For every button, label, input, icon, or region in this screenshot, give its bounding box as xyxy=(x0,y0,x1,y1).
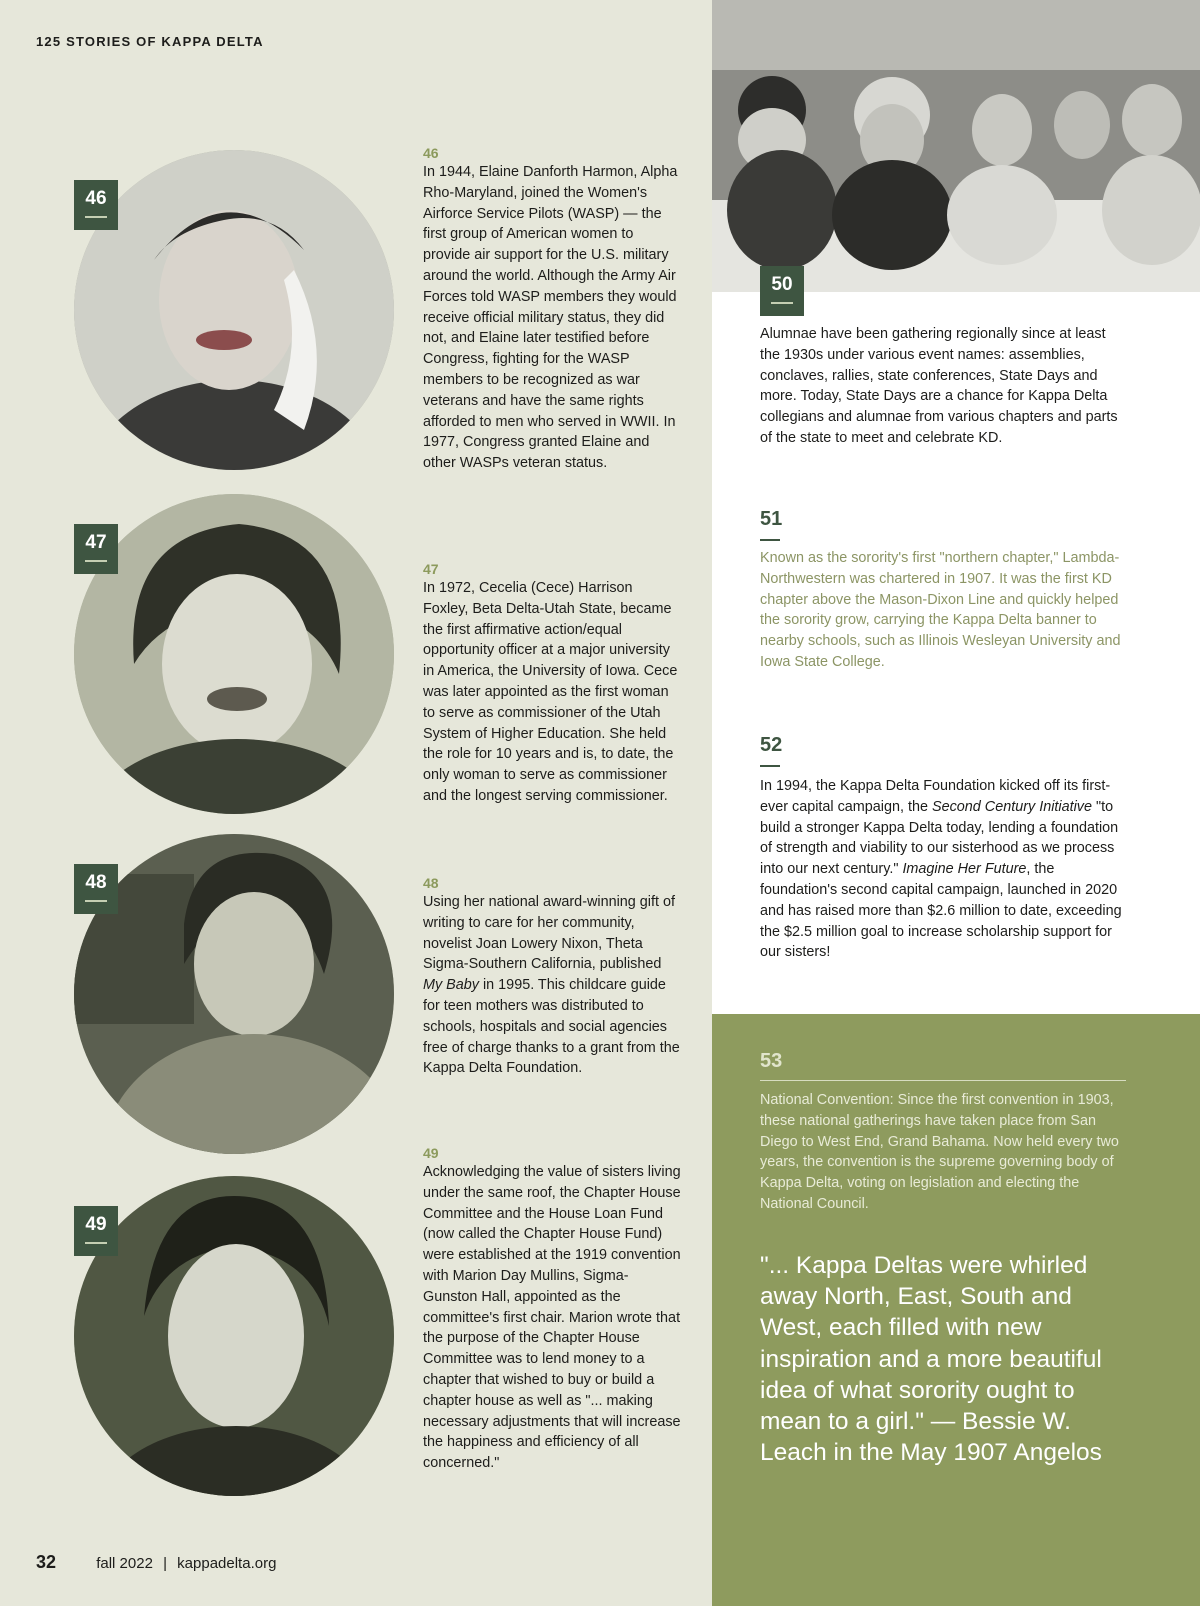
story-text: In 1944, Elaine Danforth Harmon, Alpha Rho-Maryland, joined the Women's Airforce Service Pilots (WASP) — the first group of American women to provide air support for the U.S. military around the world. Although the Army Air Forces told WASP members they would receive official military status, they did not, and Elaine later testified before Congress, fighting for the WASP members to be recognized as war veterans and have the same rights afforded to men who served in WWII. In 1977, Congress granted Elaine and other WASPs veteran status. xyxy=(423,164,678,472)
badge-48 xyxy=(74,864,118,914)
portrait-49-photo xyxy=(74,1176,394,1496)
story-number: 47 xyxy=(423,561,439,577)
story-number: 46 xyxy=(423,145,439,161)
portrait-46-photo xyxy=(74,150,394,470)
story-53-rule xyxy=(760,1080,1126,1081)
story-number: 52 xyxy=(760,734,783,756)
story-50-text: Alumnae have been gathering regionally since at least the 1930s under various event names: assemblies, conclaves, rallies, state conferences, State Days and more. Today, State Days are a chance for Kappa Delta collegians and alumnae from various chapters and parts of the state to meet and celebrate KD. xyxy=(760,326,1118,446)
page-number: 32 xyxy=(36,1552,57,1572)
badge-49-label: 49 xyxy=(85,1214,107,1235)
story-47 xyxy=(423,560,681,807)
campaign-title: Second Century Initiative xyxy=(932,798,1092,815)
story-text-part: , the foundation's second capital campaign, launched in 2020 and has raised more than $2.6 million to date, exceeding the $2.5 million goal to increase scholarship support for our sisters! xyxy=(760,861,1122,961)
story-text-part: "to build a stronger Kappa Delta today, lending a foundation of strength and viability to our sisterhood as we process into our next century." xyxy=(760,798,1119,878)
story-text: Acknowledging the value of sisters living under the same roof, the Chapter House Committee and the House Loan Fund (now called the Chapter House Fund) were established at the 1919 convention with Marion Day Mullins, Sigma-Gunston Hall, appointed as the committee's first chair. Marion wrote that the purpose of the Chapter House Committee was to lend money to a chapter that wished to buy or build a chapter house as well as "... making necessary adjustments that will increase the happiness and efficiency of all concerned." xyxy=(423,1164,681,1472)
pull-quote: "... Kappa Deltas were whirled away North, East, South and West, each filled with new inspiration and a more beautiful idea of what sorority ought to mean to a girl." — Bessie W. Leach in the May 1907 Angelos xyxy=(760,1252,1102,1467)
badge-50-label: 50 xyxy=(771,274,793,295)
story-51-number xyxy=(760,508,782,541)
story-number: 49 xyxy=(423,1145,439,1161)
story-52-number xyxy=(760,734,782,767)
number-underline xyxy=(760,765,780,767)
site-link[interactable]: kappadelta.org xyxy=(177,1555,277,1572)
story-text xyxy=(423,892,681,1079)
campaign-title: Imagine Her Future xyxy=(902,861,1027,878)
section-kicker: 125 STORIES OF KAPPA DELTA xyxy=(36,34,264,49)
badge-47-label: 47 xyxy=(85,532,107,553)
badge-48-label: 48 xyxy=(85,872,107,893)
story-text-part: In 1994, the Kappa Delta Foundation kicked off its first-ever capital campaign, the xyxy=(760,778,1111,815)
badge-underline xyxy=(85,560,107,562)
alumnae-gathering-photo xyxy=(712,0,1200,292)
number-underline xyxy=(760,539,780,541)
page-footer xyxy=(36,1552,276,1573)
story-52-text xyxy=(760,776,1125,963)
badge-underline xyxy=(771,302,793,304)
story-53-number: 53 xyxy=(760,1050,783,1072)
portrait-48-photo xyxy=(74,834,394,1154)
badge-50 xyxy=(760,266,804,316)
story-48 xyxy=(423,874,681,1079)
story-49 xyxy=(423,1144,681,1474)
badge-49 xyxy=(74,1206,118,1256)
portrait-47-photo xyxy=(74,494,394,814)
footer-separator: | xyxy=(163,1555,167,1572)
issue-label: fall 2022 xyxy=(96,1555,153,1572)
badge-46 xyxy=(74,180,118,230)
badge-46-label: 46 xyxy=(85,188,107,209)
badge-47 xyxy=(74,524,118,574)
story-text-part: in 1995. This childcare guide for teen mothers was distributed to schools, hospitals and social agencies free of charge thanks to a grant from the Kappa Delta Foundation. xyxy=(423,977,680,1077)
story-number: 51 xyxy=(760,508,783,530)
story-text-part: Using her national award-winning gift of writing to care for her community, novelist Joan Lowery Nixon, Theta Sigma-Southern California, published xyxy=(423,894,675,973)
badge-underline xyxy=(85,216,107,218)
badge-underline xyxy=(85,900,107,902)
story-46 xyxy=(423,144,681,474)
story-51-text: Known as the sorority's first "northern chapter," Lambda-Northwestern was chartered in 1907. It was the first KD chapter above the Mason-Dixon Line and quickly helped the sorority grow, carrying the Kappa Delta banner to nearby schools, such as Illinois Wesleyan University and Iowa State College. xyxy=(760,550,1121,670)
story-text: In 1972, Cecelia (Cece) Harrison Foxley, Beta Delta-Utah State, became the first affirmative action/equal opportunity officer at a major university in America, the University of Iowa. Cece was later appointed as the first woman to serve as commissioner of the Utah System of Higher Education. She held the role for 10 years and is, to date, the only woman to serve as commissioner and the longest serving commissioner. xyxy=(423,580,678,804)
book-title: My Baby xyxy=(423,977,479,994)
badge-underline xyxy=(85,1242,107,1244)
story-53-text: National Convention: Since the first convention in 1903, these national gatherings have taken place from San Diego to West End, Grand Bahama. Now held every two years, the convention is the supreme governing body of Kappa Delta, voting on legislation and electing the National Council. xyxy=(760,1092,1119,1212)
story-number: 48 xyxy=(423,875,439,891)
